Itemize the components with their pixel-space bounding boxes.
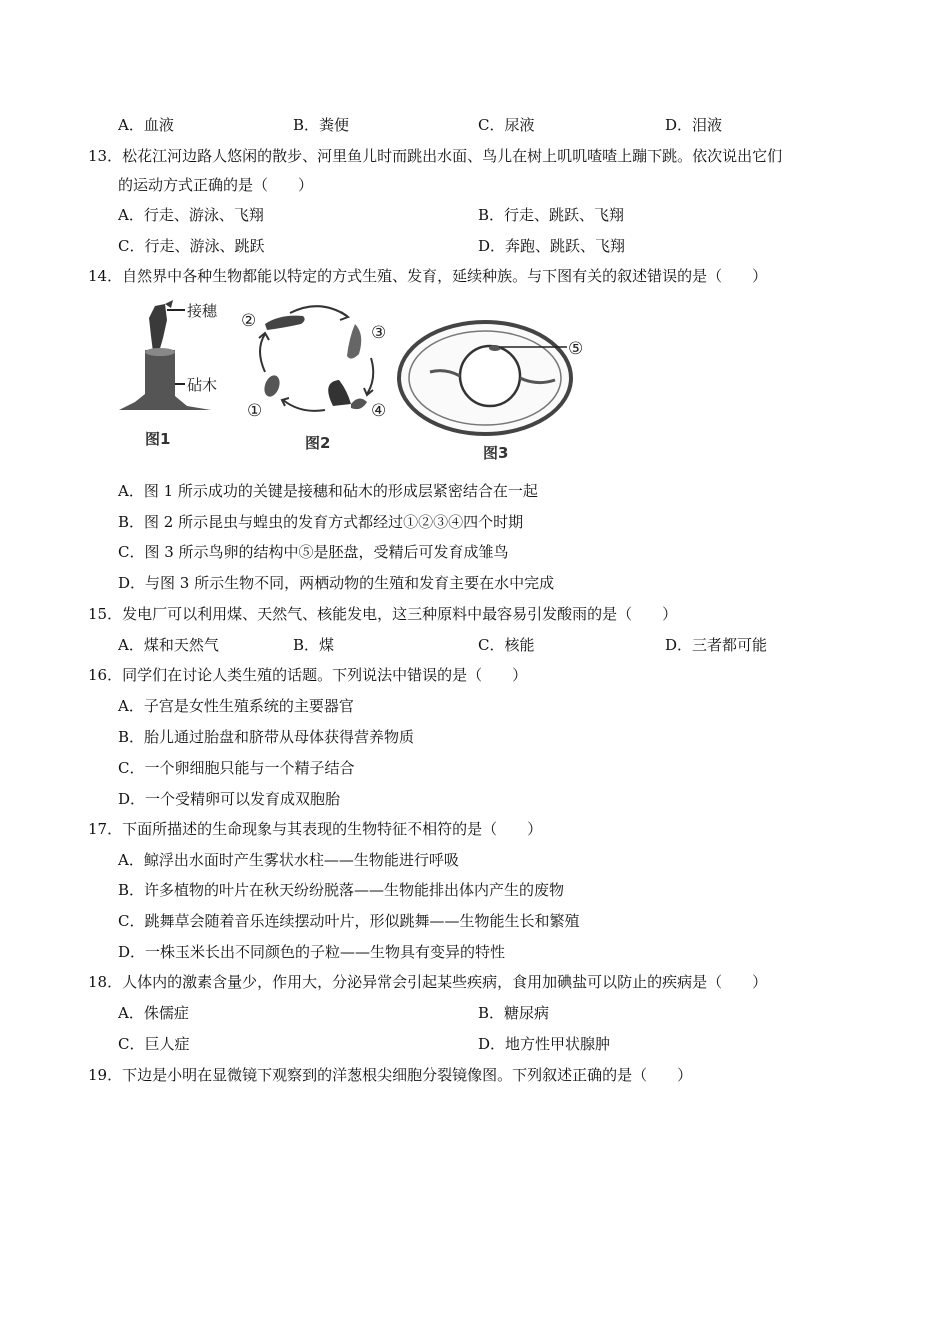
q16-option-c: C．一个卵细胞只能与一个精子结合 (118, 759, 355, 777)
q16-option-d: D．一个受精卵可以发育成双胞胎 (118, 790, 341, 808)
fig2-life-cycle (241, 306, 386, 452)
q12-option-d: D．泪液 (665, 116, 723, 134)
q14-option-d: D．与图 3 所示生物不同，两栖动物的生殖和发育主要在水中完成 (118, 574, 555, 592)
q15-option-b: B．煤 (293, 636, 335, 654)
fig1-caption: 图1 (145, 430, 171, 448)
label-4: ④ (371, 401, 387, 421)
q14-option-a: A．图 1 所示成功的关键是接穗和砧木的形成层紧密结合在一起 (118, 482, 538, 500)
q18-stem: 18．人体内的激素含量少，作用大，分泌异常会引起某些疾病，食用加碘盐可以防止的疾病是（ ） (88, 973, 768, 991)
q19-stem: 19．下边是小明在显微镜下观察到的洋葱根尖细胞分裂镜像图。下列叙述正确的是（ ） (88, 1066, 693, 1084)
q17-option-c: C．跳舞草会随着音乐连续摆动叶片，形似跳舞——生物能生长和繁殖 (118, 912, 580, 930)
q15-stem: 15．发电厂可以利用煤、天然气、核能发电，这三种原料中最容易引发酸雨的是（ ） (88, 605, 678, 623)
fig3-bird-egg (399, 322, 583, 462)
label-1: ① (247, 401, 263, 421)
q18-option-b: B．糖尿病 (478, 1004, 550, 1022)
q15-option-a: A．煤和天然气 (118, 636, 219, 654)
fig1-grafting (119, 300, 218, 448)
q18-option-d: D．地方性甲状腺肿 (478, 1035, 611, 1053)
q14-option-b: B．图 2 所示昆虫与蝗虫的发育方式都经过①②③④四个时期 (118, 513, 524, 531)
q13-option-d: D．奔跑、跳跃、飞翔 (478, 237, 626, 255)
q13-stem-line1: 13．松花江河边路人悠闲的散步、河里鱼儿时而跳出水面、鸟儿在树上叽叽喳喳上蹦下跳。依次说出它们 (88, 147, 783, 165)
q13-option-c: C．行走、游泳、跳跃 (118, 237, 265, 255)
label-5: ⑤ (568, 339, 584, 359)
q17-option-a: A．鲸浮出水面时产生雾状水柱——生物能进行呼吸 (118, 851, 459, 869)
label-stock: 砧木 (187, 376, 218, 394)
q14-stem: 14．自然界中各种生物都能以特定的方式生殖、发育，延续种族。与下图有关的叙述错误的是（ ） (88, 267, 768, 285)
q17-option-d: D．一株玉米长出不同颜色的子粒——生物具有变异的特性 (118, 943, 506, 961)
q12-option-a: A．血液 (118, 116, 174, 134)
q18-option-a: A．侏儒症 (118, 1004, 189, 1022)
fig2-caption: 图2 (305, 434, 331, 452)
q17-stem: 17．下面所描述的生命现象与其表现的生物特征不相符的是（ ） (88, 820, 543, 838)
q15-option-d: D．三者都可能 (665, 636, 768, 654)
q17-option-b: B．许多植物的叶片在秋天纷纷脱落——生物能排出体内产生的废物 (118, 881, 565, 899)
fig3-caption: 图3 (483, 444, 509, 462)
q14-figure (115, 298, 605, 470)
q16-option-a: A．子宫是女性生殖系统的主要器官 (118, 697, 354, 715)
label-3: ③ (371, 323, 387, 343)
q16-option-b: B．胎儿通过胎盘和脐带从母体获得营养物质 (118, 728, 415, 746)
q13-stem-line2: 的运动方式正确的是（ ） (118, 176, 314, 194)
q12-option-c: C．尿液 (478, 116, 535, 134)
label-2: ② (241, 311, 257, 331)
q14-option-c: C．图 3 所示鸟卵的结构中⑤是胚盘，受精后可发育成雏鸟 (118, 543, 509, 561)
q15-option-c: C．核能 (478, 636, 535, 654)
q16-stem: 16．同学们在讨论人类生殖的话题。下列说法中错误的是（ ） (88, 666, 528, 684)
q12-option-b: B．粪便 (293, 116, 350, 134)
q13-option-a: A．行走、游泳、飞翔 (118, 206, 264, 224)
q13-option-b: B．行走、跳跃、飞翔 (478, 206, 625, 224)
q18-option-c: C．巨人症 (118, 1035, 190, 1053)
label-scion: 接穗 (187, 302, 218, 320)
